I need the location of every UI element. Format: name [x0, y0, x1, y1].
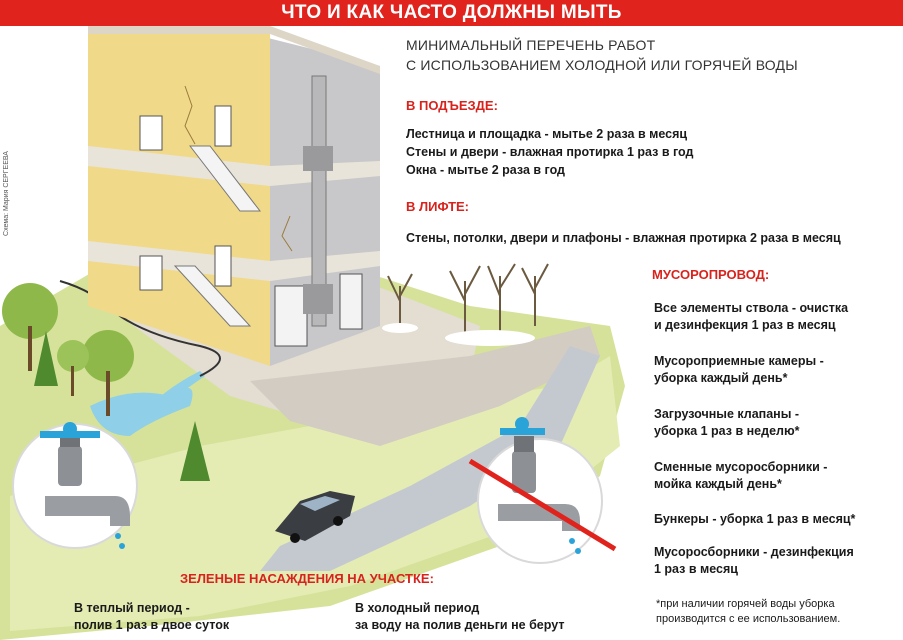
chute-item: 1 раз в месяц: [654, 562, 738, 576]
snow-patch: [445, 330, 535, 346]
chute-item: Сменные мусоросборники -: [654, 460, 828, 474]
chute-item: уборка каждый день*: [654, 371, 788, 385]
chute-item: уборка 1 раз в неделю*: [654, 424, 800, 438]
greenery-cold: В холодный период: [355, 601, 480, 615]
chute-item: мойка каждый день*: [654, 477, 782, 491]
greenery-cold: за воду на полив деньги не берут: [355, 618, 565, 632]
chute-item: Все элементы ствола - очистка: [654, 301, 849, 315]
window: [140, 116, 162, 150]
elevator-item: Стены, потолки, двери и плафоны - влажная протирка 2 раза в месяц: [406, 231, 841, 245]
tree-trunk: [28, 326, 32, 371]
window: [215, 246, 231, 286]
chute-item: Мусоросборники - дезинфекция: [654, 545, 854, 559]
tree-trunk: [71, 366, 74, 396]
faucet-left: [13, 422, 137, 549]
tree-trunk: [106, 371, 110, 416]
chute-note: производится с ее использованием.: [656, 613, 841, 625]
entrance-item: Лестница и площадка - мытье 2 раза в месяц: [406, 127, 688, 141]
greenery-warm: В теплый период -: [74, 601, 190, 615]
chute-item: и дезинфекция 1 раз в месяц: [654, 318, 836, 332]
entrance-heading: В ПОДЪЕЗДЕ:: [406, 98, 498, 113]
door: [275, 286, 307, 346]
greenery-heading: ЗЕЛЕНЫЕ НАСАЖДЕНИЯ НА УЧАСТКЕ:: [180, 571, 434, 586]
subtitle-line-2: С ИСПОЛЬЗОВАНИЕМ ХОЛОДНОЙ ИЛИ ГОРЯЧЕЙ ВОДЫ: [406, 57, 798, 73]
subtitle-line-1: МИНИМАЛЬНЫЙ ПЕРЕЧЕНЬ РАБОТ: [406, 37, 656, 53]
snow-patch: [382, 323, 418, 333]
chute-note: *при наличии горячей воды уборка: [656, 598, 835, 610]
page-title: ЧТО И КАК ЧАСТО ДОЛЖНЫ МЫТЬ: [281, 2, 622, 23]
chute-hopper: [303, 146, 333, 171]
window: [140, 256, 162, 290]
title-bar: [0, 0, 903, 26]
elevator-heading: В ЛИФТЕ:: [406, 199, 470, 214]
entrance-item: Стены и двери - влажная протирка 1 раз в год: [406, 145, 694, 159]
chute-hopper: [303, 284, 333, 314]
credit: Схема: Мария СЕРГЕЕВА: [2, 151, 10, 236]
chute-heading: МУСОРОПРОВОД:: [652, 267, 770, 282]
greenery-warm: полив 1 раз в двое суток: [74, 618, 230, 632]
chute-item: Загрузочные клапаны -: [654, 407, 800, 421]
entrance-item: Окна - мытье 2 раза в год: [406, 163, 565, 177]
window: [215, 106, 231, 146]
chute-item: Бункеры - уборка 1 раз в месяц*: [654, 512, 856, 526]
door: [340, 274, 362, 329]
chute-item: Мусороприемные камеры -: [654, 354, 824, 368]
